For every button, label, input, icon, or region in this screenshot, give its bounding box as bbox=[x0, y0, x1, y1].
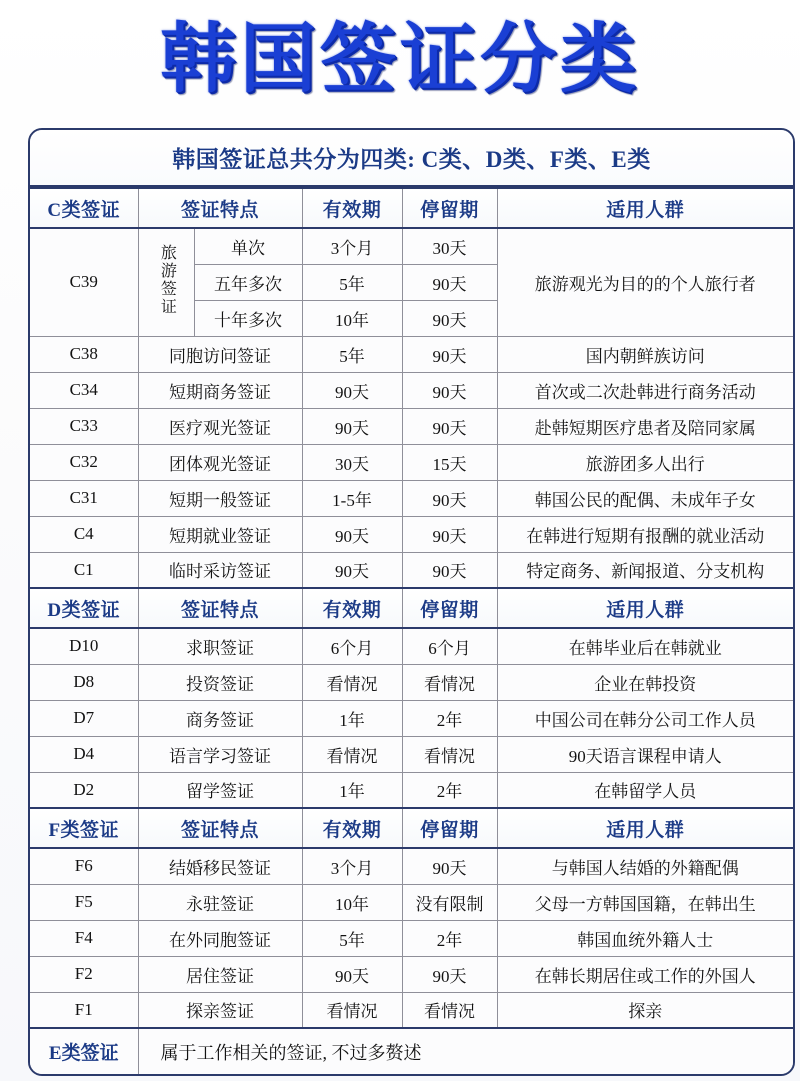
visa-feature: 商务签证 bbox=[138, 700, 302, 736]
section-header-f bbox=[30, 808, 793, 848]
visa-stay: 30天 bbox=[402, 228, 497, 264]
table-row bbox=[30, 920, 793, 956]
visa-stay: 90天 bbox=[402, 516, 497, 552]
table-row bbox=[30, 552, 793, 588]
column-header-stay-f: 停留期 bbox=[402, 808, 497, 848]
section-row-e bbox=[30, 1028, 793, 1074]
visa-validity: 1年 bbox=[302, 700, 402, 736]
visa-code: C34 bbox=[30, 372, 138, 408]
column-header-class-f: F类签证 bbox=[30, 808, 138, 848]
visa-code: D4 bbox=[30, 736, 138, 772]
visa-stay: 90天 bbox=[402, 408, 497, 444]
subtitle-text: 韩国签证总共分为四类: C类、D类、F类、E类 bbox=[172, 147, 651, 172]
visa-table-card bbox=[28, 128, 795, 1076]
column-header-stay-c: 停留期 bbox=[402, 188, 497, 228]
visa-code: D10 bbox=[30, 628, 138, 664]
visa-code: D7 bbox=[30, 700, 138, 736]
visa-audience: 旅游观光为目的的个人旅行者 bbox=[497, 228, 793, 336]
visa-feature: 团体观光签证 bbox=[138, 444, 302, 480]
table-row bbox=[30, 336, 793, 372]
table-row bbox=[30, 700, 793, 736]
visa-validity: 5年 bbox=[302, 920, 402, 956]
table-row bbox=[30, 884, 793, 920]
visa-code: C33 bbox=[30, 408, 138, 444]
visa-code: C32 bbox=[30, 444, 138, 480]
visa-audience: 在韩毕业后在韩就业 bbox=[497, 628, 793, 664]
column-header-validity-c: 有效期 bbox=[302, 188, 402, 228]
visa-validity: 5年 bbox=[302, 336, 402, 372]
visa-stay: 没有限制 bbox=[402, 884, 497, 920]
visa-audience: 旅游团多人出行 bbox=[497, 444, 793, 480]
visa-stay: 6个月 bbox=[402, 628, 497, 664]
visa-audience: 90天语言课程申请人 bbox=[497, 736, 793, 772]
visa-validity: 3个月 bbox=[302, 848, 402, 884]
visa-audience: 在韩留学人员 bbox=[497, 772, 793, 808]
visa-class-e-label: E类签证 bbox=[30, 1028, 138, 1074]
visa-code: F4 bbox=[30, 920, 138, 956]
visa-code: F6 bbox=[30, 848, 138, 884]
visa-feature: 单次 bbox=[194, 228, 302, 264]
visa-stay: 90天 bbox=[402, 848, 497, 884]
visa-stay: 2年 bbox=[402, 772, 497, 808]
visa-audience: 在韩长期居住或工作的外国人 bbox=[497, 956, 793, 992]
table-row bbox=[30, 664, 793, 700]
visa-stay: 15天 bbox=[402, 444, 497, 480]
visa-validity: 90天 bbox=[302, 372, 402, 408]
visa-class-e-note: 属于工作相关的签证, 不过多赘述 bbox=[138, 1028, 793, 1074]
visa-validity: 看情况 bbox=[302, 664, 402, 700]
visa-code: C1 bbox=[30, 552, 138, 588]
visa-validity: 90天 bbox=[302, 408, 402, 444]
visa-feature: 结婚移民签证 bbox=[138, 848, 302, 884]
column-header-audience-f: 适用人群 bbox=[497, 808, 793, 848]
column-header-feature-c: 签证特点 bbox=[138, 188, 302, 228]
visa-code: C39 bbox=[30, 228, 138, 336]
visa-code: C38 bbox=[30, 336, 138, 372]
visa-stay: 90天 bbox=[402, 264, 497, 300]
visa-feature: 短期一般签证 bbox=[138, 480, 302, 516]
table-row bbox=[30, 480, 793, 516]
visa-validity: 90天 bbox=[302, 956, 402, 992]
visa-audience: 在韩进行短期有报酬的就业活动 bbox=[497, 516, 793, 552]
visa-feature: 短期商务签证 bbox=[138, 372, 302, 408]
table-row bbox=[30, 992, 793, 1028]
visa-feature: 五年多次 bbox=[194, 264, 302, 300]
visa-stay: 2年 bbox=[402, 920, 497, 956]
table-row bbox=[30, 848, 793, 884]
table-row bbox=[30, 772, 793, 808]
visa-stay: 90天 bbox=[402, 336, 497, 372]
visa-stay: 90天 bbox=[402, 552, 497, 588]
visa-stay: 看情况 bbox=[402, 736, 497, 772]
column-header-feature-f: 签证特点 bbox=[138, 808, 302, 848]
column-header-audience-c: 适用人群 bbox=[497, 188, 793, 228]
section-header-d bbox=[30, 588, 793, 628]
visa-validity: 10年 bbox=[302, 300, 402, 336]
visa-feature: 临时采访签证 bbox=[138, 552, 302, 588]
column-header-validity-d: 有效期 bbox=[302, 588, 402, 628]
visa-validity: 90天 bbox=[302, 552, 402, 588]
column-header-stay-d: 停留期 bbox=[402, 588, 497, 628]
visa-audience: 父母一方韩国国籍，在韩出生 bbox=[497, 884, 793, 920]
visa-code: F1 bbox=[30, 992, 138, 1028]
visa-validity: 5年 bbox=[302, 264, 402, 300]
visa-code: F5 bbox=[30, 884, 138, 920]
visa-stay: 90天 bbox=[402, 372, 497, 408]
visa-stay: 90天 bbox=[402, 480, 497, 516]
column-header-class-d: D类签证 bbox=[30, 588, 138, 628]
visa-stay: 2年 bbox=[402, 700, 497, 736]
subtitle-row bbox=[30, 130, 793, 187]
table-row bbox=[30, 408, 793, 444]
visa-feature: 探亲签证 bbox=[138, 992, 302, 1028]
visa-feature: 同胞访问签证 bbox=[138, 336, 302, 372]
visa-audience: 国内朝鲜族访问 bbox=[497, 336, 793, 372]
column-header-class-c: C类签证 bbox=[30, 188, 138, 228]
visa-stay: 90天 bbox=[402, 300, 497, 336]
visa-feature: 求职签证 bbox=[138, 628, 302, 664]
visa-vertical-label bbox=[138, 228, 194, 336]
visa-validity: 1-5年 bbox=[302, 480, 402, 516]
visa-feature: 永驻签证 bbox=[138, 884, 302, 920]
visa-validity: 1年 bbox=[302, 772, 402, 808]
visa-code: D2 bbox=[30, 772, 138, 808]
visa-audience: 韩国血统外籍人士 bbox=[497, 920, 793, 956]
visa-audience: 与韩国人结婚的外籍配偶 bbox=[497, 848, 793, 884]
visa-audience: 赴韩短期医疗患者及陪同家属 bbox=[497, 408, 793, 444]
visa-table-body bbox=[30, 188, 793, 1074]
visa-audience: 首次或二次赴韩进行商务活动 bbox=[497, 372, 793, 408]
column-header-feature-d: 签证特点 bbox=[138, 588, 302, 628]
title-area bbox=[0, 0, 800, 120]
visa-validity: 看情况 bbox=[302, 992, 402, 1028]
visa-audience: 企业在韩投资 bbox=[497, 664, 793, 700]
visa-vertical-label-text: 旅游签证 bbox=[158, 243, 176, 316]
visa-code: C31 bbox=[30, 480, 138, 516]
column-header-audience-d: 适用人群 bbox=[497, 588, 793, 628]
page-title: 韩国签证分类 bbox=[160, 18, 640, 102]
visa-audience: 探亲 bbox=[497, 992, 793, 1028]
visa-feature: 投资签证 bbox=[138, 664, 302, 700]
visa-audience: 韩国公民的配偶、未成年子女 bbox=[497, 480, 793, 516]
visa-code: D8 bbox=[30, 664, 138, 700]
visa-feature: 语言学习签证 bbox=[138, 736, 302, 772]
section-header-c bbox=[30, 188, 793, 228]
visa-feature: 居住签证 bbox=[138, 956, 302, 992]
visa-stay: 看情况 bbox=[402, 992, 497, 1028]
visa-validity: 6个月 bbox=[302, 628, 402, 664]
visa-code: F2 bbox=[30, 956, 138, 992]
table-row bbox=[30, 956, 793, 992]
visa-validity: 30天 bbox=[302, 444, 402, 480]
visa-table bbox=[30, 187, 793, 1074]
visa-feature: 留学签证 bbox=[138, 772, 302, 808]
visa-validity: 10年 bbox=[302, 884, 402, 920]
table-row bbox=[30, 228, 793, 264]
visa-code: C4 bbox=[30, 516, 138, 552]
visa-validity: 看情况 bbox=[302, 736, 402, 772]
visa-stay: 90天 bbox=[402, 956, 497, 992]
visa-feature: 十年多次 bbox=[194, 300, 302, 336]
visa-feature: 在外同胞签证 bbox=[138, 920, 302, 956]
visa-stay: 看情况 bbox=[402, 664, 497, 700]
table-row bbox=[30, 444, 793, 480]
column-header-validity-f: 有效期 bbox=[302, 808, 402, 848]
table-row bbox=[30, 372, 793, 408]
visa-validity: 90天 bbox=[302, 516, 402, 552]
visa-feature: 医疗观光签证 bbox=[138, 408, 302, 444]
visa-feature: 短期就业签证 bbox=[138, 516, 302, 552]
table-row bbox=[30, 736, 793, 772]
table-row bbox=[30, 516, 793, 552]
visa-validity: 3个月 bbox=[302, 228, 402, 264]
visa-audience: 特定商务、新闻报道、分支机构 bbox=[497, 552, 793, 588]
visa-audience: 中国公司在韩分公司工作人员 bbox=[497, 700, 793, 736]
table-row bbox=[30, 628, 793, 664]
